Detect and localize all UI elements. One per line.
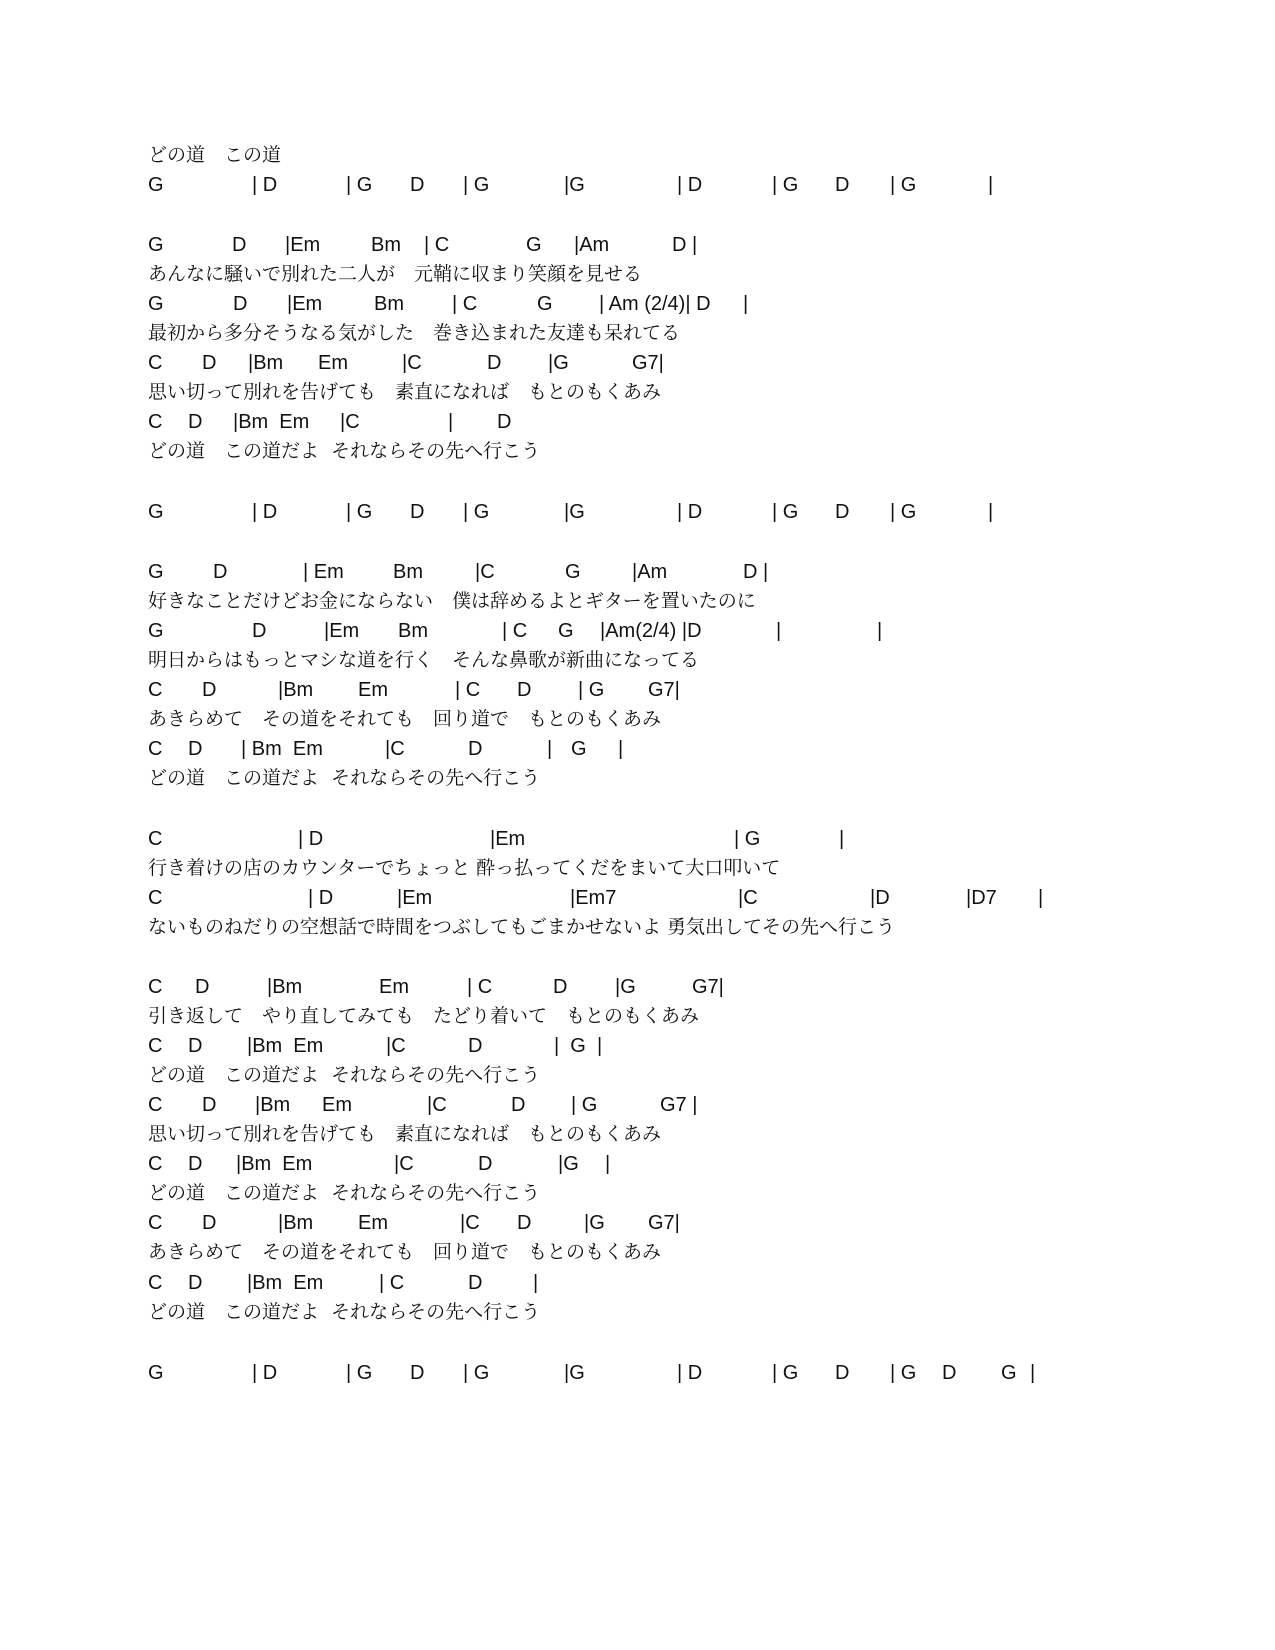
chord: |G <box>564 174 585 196</box>
chord: D <box>188 1153 203 1175</box>
lyric-text: 引き返して やり直してみても たどり着いて もとのもくあみ <box>148 1005 700 1027</box>
chord: | G <box>346 174 373 196</box>
chord: |C <box>340 411 360 433</box>
chord: |Bm <box>278 1212 314 1234</box>
chord: | G <box>890 501 917 523</box>
chord: Bm <box>371 234 401 256</box>
chord: D <box>188 738 203 760</box>
chord: D <box>233 293 248 315</box>
chord: | <box>1030 1362 1036 1384</box>
chord: D <box>195 976 210 998</box>
chord: |Bm <box>267 976 303 998</box>
chord: G7| <box>648 679 680 701</box>
chord: D <box>188 411 203 433</box>
chord: D <box>487 352 502 374</box>
chord: G <box>148 501 164 523</box>
chord: D <box>232 234 247 256</box>
intro-title <box>148 140 282 170</box>
lyric-text: 行き着けの店のカウンターでちょっと 酔っ払ってくだをまいて大口叩いて <box>148 857 781 879</box>
chord: Bm <box>398 620 428 642</box>
chord: G <box>558 620 574 642</box>
chord: | D <box>677 501 703 523</box>
chord: C <box>148 1272 163 1294</box>
chord: | G | <box>554 1035 603 1057</box>
chord: | <box>839 828 845 850</box>
chord: |C <box>460 1212 480 1234</box>
chord: G <box>537 293 553 315</box>
chord: |Em <box>490 828 526 850</box>
lyric-text: 明日からはもっとマシな道を行く そんな鼻歌が新曲になってる <box>148 649 700 671</box>
lyric-text: 好きなことだけどお金にならない 僕は辞めるよとギターを置いたのに <box>148 590 756 612</box>
chord: D <box>410 174 425 196</box>
chord: | <box>1038 887 1044 909</box>
chord: |G <box>584 1212 605 1234</box>
chord: | D <box>298 828 324 850</box>
chord: |Em <box>287 293 323 315</box>
chord: D <box>410 501 425 523</box>
chord: G <box>148 561 164 583</box>
chord: |D <box>870 887 890 909</box>
lyric-text: 思い切って別れを告げても 素直になれば もとのもくあみ <box>148 381 662 403</box>
chord: G7| <box>692 976 724 998</box>
chord: D <box>213 561 228 583</box>
chord: |Bm Em <box>236 1153 313 1175</box>
chord: |Em <box>285 234 321 256</box>
chord: D | <box>672 234 698 256</box>
lyric-text: 思い切って別れを告げても 素直になれば もとのもくあみ <box>148 1123 662 1145</box>
chord: |C <box>386 1035 406 1057</box>
lyric-text: あんなに騒いで別れた二人が 元鞘に収まり笑顔を見せる <box>148 263 643 285</box>
lyric-text: どの道 この道だよ それならその先へ行こう <box>148 440 541 462</box>
chord: | <box>988 174 994 196</box>
chord: | G <box>890 174 917 196</box>
chord: G7| <box>632 352 664 374</box>
chord: D <box>468 1272 483 1294</box>
lyric-text: ないものねだりの空想話で時間をつぶしてもごまかせないよ 勇気出してその先へ行こう <box>148 916 896 938</box>
chord: |Bm <box>255 1094 291 1116</box>
chord: D <box>835 501 850 523</box>
chord: Em <box>322 1094 352 1116</box>
chord: |G <box>548 352 569 374</box>
chord: | <box>448 411 454 433</box>
chord: | <box>547 738 553 760</box>
chord: Bm <box>374 293 404 315</box>
chord: G <box>1001 1362 1017 1384</box>
lyric-text: 最初から多分そうなる気がした 巻き込まれた友達も呆れてる <box>148 322 681 344</box>
chord: D <box>835 174 850 196</box>
chord: D <box>468 1035 483 1057</box>
chord: | Am (2/4)| D <box>599 293 711 315</box>
lyric-text: あきらめて その道をそれても 回り道で もとのもくあみ <box>148 1241 662 1263</box>
chord: | C <box>379 1272 405 1294</box>
chord: |Bm Em <box>233 411 310 433</box>
chord: | G <box>578 679 605 701</box>
chord: C <box>148 1212 163 1234</box>
chord: |Am(2/4) |D <box>600 620 702 642</box>
chord: D <box>517 679 532 701</box>
chord: G7| <box>648 1212 680 1234</box>
chord: C <box>148 411 163 433</box>
chord: G <box>565 561 581 583</box>
chord: C <box>148 1094 163 1116</box>
chord: |C <box>385 738 405 760</box>
chord: D <box>511 1094 526 1116</box>
chord: |Am <box>632 561 668 583</box>
chord: | D <box>252 174 278 196</box>
chord: | C <box>467 976 493 998</box>
chord: | C <box>452 293 478 315</box>
lyric-text: どの道 この道だよ それならその先へ行こう <box>148 1064 541 1086</box>
chord: Bm <box>393 561 423 583</box>
chord: |G <box>558 1153 579 1175</box>
chord: |C <box>427 1094 447 1116</box>
chord: | <box>605 1153 611 1175</box>
chord: C <box>148 738 163 760</box>
chord: D <box>202 1212 217 1234</box>
chord: | <box>618 738 624 760</box>
chord: | G <box>772 174 799 196</box>
chord: | <box>743 293 749 315</box>
chord: C <box>148 1035 163 1057</box>
chord: Em <box>358 1212 388 1234</box>
chord: Em <box>318 352 348 374</box>
chord: | C <box>455 679 481 701</box>
chord: | <box>533 1272 539 1294</box>
chord: G <box>148 174 164 196</box>
chord: | G <box>772 1362 799 1384</box>
chord: | G <box>346 1362 373 1384</box>
chord: G <box>148 1362 164 1384</box>
chord: | C <box>424 234 450 256</box>
chord: D <box>202 352 217 374</box>
chord: | Em <box>303 561 344 583</box>
chord: |G <box>615 976 636 998</box>
chord: D <box>478 1153 493 1175</box>
chord: D <box>468 738 483 760</box>
chord: D <box>553 976 568 998</box>
chord: D <box>188 1035 203 1057</box>
chord: | D <box>252 1362 278 1384</box>
chord: D <box>252 620 267 642</box>
chord: |C <box>394 1153 414 1175</box>
chord: | D <box>677 1362 703 1384</box>
chord: |Am <box>574 234 610 256</box>
chord: |C <box>402 352 422 374</box>
chord: D <box>517 1212 532 1234</box>
chord: C <box>148 352 163 374</box>
lyric-text: どの道 この道だよ それならその先へ行こう <box>148 1182 541 1204</box>
chord: | G <box>734 828 761 850</box>
chord: D <box>942 1362 957 1384</box>
chord: |C <box>475 561 495 583</box>
chord: D <box>497 411 512 433</box>
chord: | G <box>463 174 490 196</box>
chord: D <box>202 1094 217 1116</box>
chord: D <box>410 1362 425 1384</box>
chord: |Bm <box>278 679 314 701</box>
chord: |Em <box>397 887 433 909</box>
chord: G <box>571 738 587 760</box>
chord: G <box>148 293 164 315</box>
chord: | <box>988 501 994 523</box>
chord: C <box>148 976 163 998</box>
chord: G <box>526 234 542 256</box>
chord: |Bm Em <box>247 1035 324 1057</box>
chord: | G <box>571 1094 598 1116</box>
chord: |C <box>738 887 758 909</box>
chord: D <box>835 1362 850 1384</box>
chord: | G <box>346 501 373 523</box>
chord: G <box>148 234 164 256</box>
chord: D | <box>743 561 769 583</box>
chord: | D <box>252 501 278 523</box>
intro-title-text: どの道 この道 <box>148 144 282 166</box>
chord: C <box>148 887 163 909</box>
chord: G <box>148 620 164 642</box>
chord: G7 | <box>660 1094 698 1116</box>
chord: C <box>148 828 163 850</box>
chord: |Bm Em <box>247 1272 324 1294</box>
lyric-text: どの道 この道だよ それならその先へ行こう <box>148 767 541 789</box>
chord: C <box>148 1153 163 1175</box>
chord: | <box>877 620 883 642</box>
chord: | <box>776 620 782 642</box>
chord: | C <box>502 620 528 642</box>
chord: Em <box>379 976 409 998</box>
chord: |Bm <box>248 352 284 374</box>
chord: | G <box>772 501 799 523</box>
chord: |G <box>564 1362 585 1384</box>
chord: | G <box>890 1362 917 1384</box>
chord: | Bm Em <box>241 738 323 760</box>
chord: | D <box>677 174 703 196</box>
chord: | G <box>463 501 490 523</box>
chord: C <box>148 679 163 701</box>
chord: | D <box>308 887 334 909</box>
chord: D <box>202 679 217 701</box>
chord: |D7 <box>966 887 997 909</box>
lyric-text: あきらめて その道をそれても 回り道で もとのもくあみ <box>148 708 662 730</box>
chord: |Em7 <box>570 887 617 909</box>
chord: D <box>188 1272 203 1294</box>
lyric-text: どの道 この道だよ それならその先へ行こう <box>148 1301 541 1323</box>
chord: | G <box>463 1362 490 1384</box>
chord: Em <box>358 679 388 701</box>
chord: |G <box>564 501 585 523</box>
chord: |Em <box>324 620 360 642</box>
